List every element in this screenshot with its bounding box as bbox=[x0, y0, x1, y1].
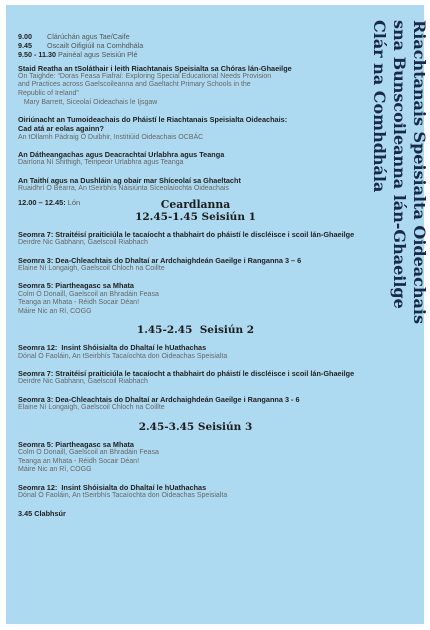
workshop-line: Deirdre Nic Gabhann, Gaelscoil Riabhach bbox=[18, 378, 148, 386]
panel-title: Staid Reatha an tSoláthair i leith Riachtanais Speisialta sa Chóras lán-Ghaeilge bbox=[18, 63, 292, 73]
workshop-title: Seomra 12: Insint Shóisialta do Dhaltaí le hUathachas bbox=[18, 482, 207, 492]
talk bbox=[18, 150, 373, 168]
workshops-heading: Ceardlanna bbox=[160, 197, 231, 211]
talk-speaker: Dairíona Ní Shithigh, Teiripeoir Urlabhra agus Teanga bbox=[18, 159, 184, 167]
side-title-line-3: Clár na Comhdhála bbox=[370, 20, 389, 193]
workshop bbox=[18, 369, 373, 387]
workshop-title: Seomra 5: Piartheagasc sa Mhata bbox=[18, 281, 134, 291]
schedule-text: Clárúchán agus Tae/Caife bbox=[47, 32, 130, 41]
workshop bbox=[18, 343, 373, 361]
schedule-time: 9.50 - 11.30 bbox=[18, 50, 56, 60]
workshop-line: Dónal Ó Faoláin, An tSeirbhís Tacaíochta don Oideachas Speisialta bbox=[18, 491, 228, 499]
schedule-time: 9.00 bbox=[18, 32, 32, 41]
workshop-line: Colm Ó Donaill, Gaelscoil an Bhradáin Feasa bbox=[18, 290, 159, 298]
workshop bbox=[18, 395, 373, 413]
workshop bbox=[18, 256, 373, 274]
lunch-text: Lón bbox=[67, 197, 81, 207]
schedule-time: 9.45 bbox=[18, 41, 32, 51]
schedule-row bbox=[18, 32, 373, 41]
workshop bbox=[18, 483, 373, 501]
talk-title: Oiriúnacht an Tumoideachais do Pháistí le Riachtanais Speisialta Oideachais: bbox=[18, 115, 288, 125]
workshop bbox=[18, 440, 373, 475]
workshop-line: Teanga an Mhata - Réidh Socair Déan! bbox=[18, 457, 140, 465]
panel-line: Republic of Ireland” bbox=[18, 90, 79, 97]
talk-title-2: Cad atá ar eolas againn? bbox=[18, 124, 104, 134]
workshop-line: Máire Nic an Rí, COGG bbox=[18, 307, 92, 315]
lunch-time: 12.00 – 12.45: bbox=[18, 197, 66, 207]
workshop-line: Elaine Ní Longaigh, Gaelscoil Chloch na Coillte bbox=[18, 404, 165, 412]
session-heading: 2.45-3.45 Seisiún 3 bbox=[138, 420, 253, 433]
workshop-title: Seomra 7: Straitéisí praiticiúla le tacaíocht a thabhairt do pháistí le discléisce i scoil lán-Ghaeilge bbox=[18, 369, 355, 379]
workshop-line: Deirdre Nic Gabhann, Gaelscoil Riabhach bbox=[18, 238, 148, 246]
workshop bbox=[18, 281, 373, 316]
workshop-line: Colm Ó Donaill, Gaelscoil an Bhradáin Feasa bbox=[18, 448, 159, 456]
workshop bbox=[18, 230, 373, 248]
workshop-line: Máire Nic an Rí, COGG bbox=[18, 466, 92, 474]
workshop-line: Elaine Ní Longaigh, Gaelscoil Chloch na Coillte bbox=[18, 264, 165, 272]
workshop-title: Seomra 3: Dea-Chleachtais do Dhaltaí ar Ardchaighdeán Gaeilge i Ranganna 3 - 6 bbox=[18, 394, 300, 404]
side-title-line-1: Riachtanais Speisialta Oideachais bbox=[410, 20, 429, 324]
side-title-line-2: sna Bunscoileanna lán-Ghaeilge bbox=[390, 20, 409, 309]
schedule-row bbox=[18, 50, 373, 59]
panel-line: and Practices across Gaelscoileanna and Gaeltacht Primary Schools in the bbox=[18, 81, 251, 89]
workshop-title: Seomra 5: Piartheagasc sa Mhata bbox=[18, 439, 134, 449]
workshop-title: Seomra 3: Dea-Chleachtais do Dhaltaí ar Ardchaighdeán Gaeilge i Ranganna 3 – 6 bbox=[18, 255, 302, 265]
schedule-text: Painéal agus Seisiún Plé bbox=[57, 50, 138, 60]
panel-line: Ón Taighde: “Doras Feasa Fiafraí: Exploring Special Educational Needs Provision bbox=[18, 72, 272, 80]
panel-line: Mary Barrett, Siceolaí Oideachais le Ijsgaw bbox=[18, 98, 158, 106]
talk-title: An Taithí agus na Dushláin ag obair mar Shíceolaí sa Ghaeltacht bbox=[18, 175, 241, 185]
session-heading: 1.45-2.45 Seisiún 2 bbox=[136, 324, 255, 337]
talk bbox=[18, 176, 373, 194]
programme-content bbox=[18, 32, 373, 518]
panel-discussion bbox=[18, 64, 373, 108]
closing: 3.45 Clabhsúr bbox=[18, 508, 66, 518]
talk-speaker: Ruaidhrí Ó Béarra, An tSeirbhís Náisiúnta Síceolaíochta Oideachais bbox=[18, 185, 229, 193]
workshop-title: Seomra 7: Straitéisí praiticiúla le tacaíocht a thabhairt do pháistí le discléisce i scoil lán-Ghaeilge bbox=[18, 229, 355, 239]
workshop-line: Dónal Ó Faoláin, An tSeirbhís Tacaíochta don Oideachas Speisialta bbox=[18, 352, 228, 360]
schedule-row bbox=[18, 41, 373, 50]
talk-speaker: An tOllamh Pádraig Ó Duibhir, Institiúid Oideachais OCBÁC bbox=[18, 133, 204, 141]
opening-schedule bbox=[18, 32, 373, 60]
side-title bbox=[369, 20, 429, 324]
session-heading: 12.45-1.45 Seisiún 1 bbox=[135, 210, 256, 223]
workshop-title: Seomra 12: Insint Shóisialta do Dhaltaí le hUathachas bbox=[18, 343, 207, 353]
workshop-line: Teanga an Mhata - Réidh Socair Déan! bbox=[18, 299, 140, 307]
talk-title: An Dátheangachas agus Deacrachtaí Urlabhra agus Teanga bbox=[18, 150, 225, 160]
talk bbox=[18, 115, 373, 142]
schedule-text: Oscailt Oifigiúil na Comhdhála bbox=[47, 41, 144, 51]
